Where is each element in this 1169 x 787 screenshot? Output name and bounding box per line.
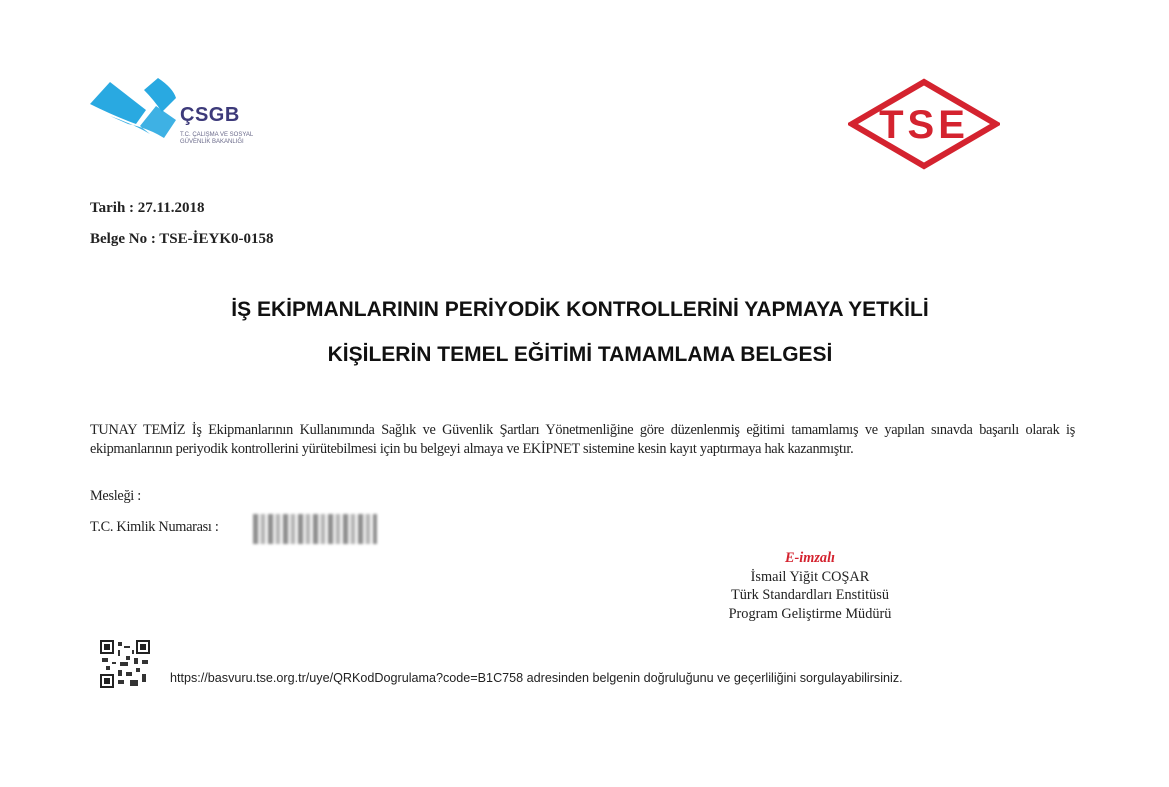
e-signature-label: E-imzalı	[784, 550, 836, 566]
certificate-body: TUNAY TEMİZ İş Ekipmanlarının Kullanımında Sağlık ve Güvenlik Şartları Yönetmenliğine göre düzenlenmiş eğitimi tamamlamış ve yapılan sınavda başarılı olarak iş ekipmanlarının periyodik kontrollerini yürütebilmesi için bu belgeyi almaya ve EKİPNET sistemine kesin kayıt yaptırmaya hak kazanmıştır.	[90, 422, 1075, 457]
tc-id-label: T.C. Kimlik Numarası :	[90, 519, 219, 535]
date-line	[90, 200, 204, 217]
csgb-logo-text: ÇSGB	[180, 104, 240, 126]
csgb-logo	[88, 76, 268, 166]
doc-no-value: TSE-İEYK0-0158	[159, 231, 274, 247]
signature-block	[680, 549, 940, 623]
title-line-2: KİŞİLERİN TEMEL EĞİTİMİ TAMAMLAMA BELGESİ	[327, 343, 833, 366]
verification-text: https://basvuru.tse.org.tr/uye/QRKodDogrulama?code=B1C758 adresinden belgenin doğruluğunu ve geçerliliğini sorgulayabilirsiniz.	[170, 671, 903, 685]
signer-role: Program Geliştirme Müdürü	[728, 605, 892, 622]
date-value: 27.11.2018	[137, 200, 205, 216]
qr-code-icon	[100, 640, 150, 688]
tse-logo	[848, 78, 1000, 170]
signer-org: Türk Standardları Enstitüsü	[730, 587, 890, 603]
doc-no-line	[90, 231, 273, 248]
date-label: Tarih :	[90, 200, 138, 216]
occupation-label: Mesleği :	[90, 488, 141, 504]
doc-no-label: Belge No :	[90, 231, 160, 247]
svg-text:TSE: TSE	[879, 103, 969, 147]
tc-id-redacted	[253, 514, 377, 544]
title-line-1: İŞ EKİPMANLARININ PERİYODİK KONTROLLERİNİ YAPMAYA YETKİLİ	[231, 298, 929, 321]
csgb-logo-subtitle: T.C. ÇALIŞMA VE SOSYAL GÜVENLİK BAKANLIĞI	[180, 132, 254, 145]
signer-name: İsmail Yiğit COŞAR	[750, 568, 870, 585]
